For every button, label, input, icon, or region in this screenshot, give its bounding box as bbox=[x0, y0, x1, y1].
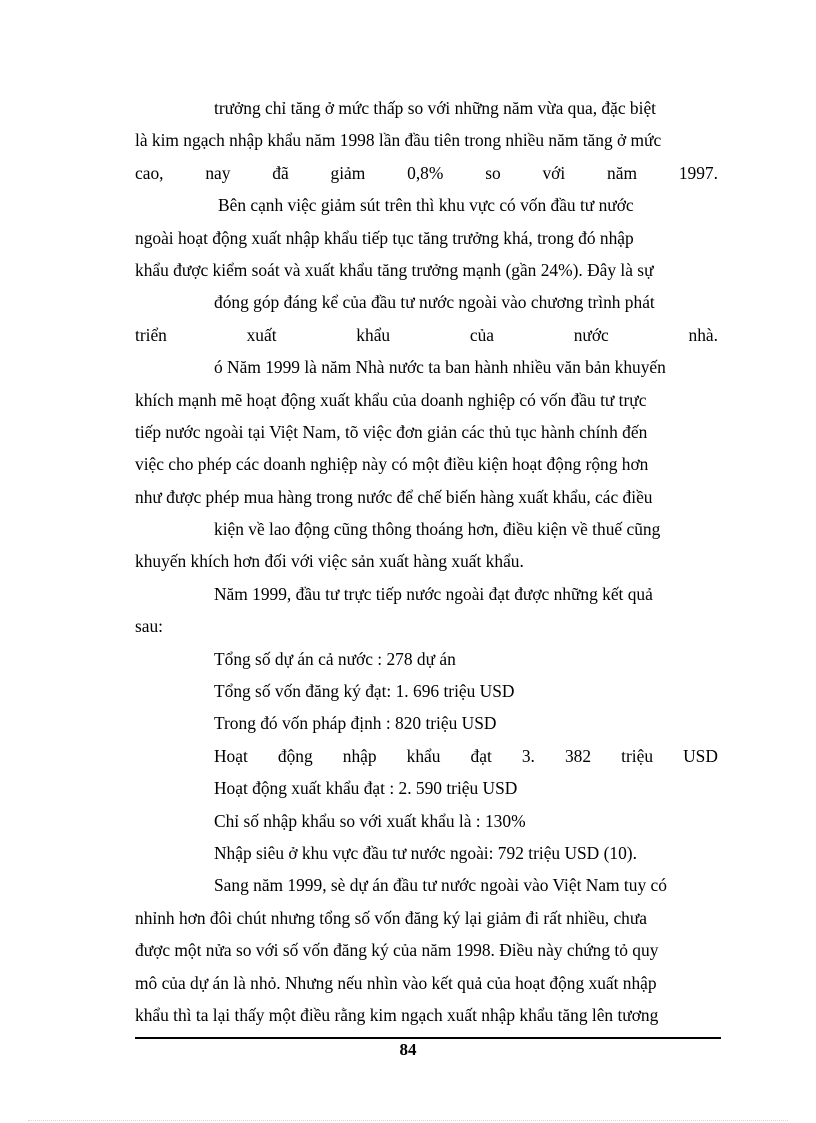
word: năm bbox=[607, 162, 637, 183]
text-line: khích mạnh mẽ hoạt động xuất khẩu của doanh nghiệp có vốn đầu tư trực bbox=[135, 389, 647, 410]
word: triển bbox=[135, 324, 167, 345]
word: Hoạt bbox=[214, 745, 248, 766]
text-line: ngoài hoạt động xuất nhập khẩu tiếp tục tăng trưởng khá, trong đó nhập bbox=[135, 227, 634, 248]
page-edge-dots bbox=[28, 1120, 788, 1121]
text-line: mô của dự án là nhỏ. Nhưng nếu nhìn vào kết quả của hoạt động xuất nhập bbox=[135, 972, 657, 993]
text-line: khẩu được kiểm soát và xuất khẩu tăng trưởng mạnh (gần 24%). Đây là sự bbox=[135, 259, 654, 280]
page-number: 84 bbox=[399, 1040, 417, 1059]
text-line: Sang năm 1999, sè dự án đầu tư nước ngoài vào Việt Nam tuy có bbox=[214, 875, 667, 896]
list-item: Nhập siêu ở khu vực đầu tư nước ngoài: 792 triệu USD (10). bbox=[214, 842, 637, 863]
text-line: tiếp nước ngoài tại Việt Nam, tõ việc đơn giản các thủ tục hành chính đến bbox=[135, 421, 648, 442]
word: khẩu bbox=[356, 324, 391, 345]
word: xuất bbox=[246, 324, 277, 345]
word: nước bbox=[573, 324, 609, 345]
text-line: được một nửa so với số vốn đăng ký của năm 1998. Điều này chứng tỏ quy bbox=[135, 940, 659, 961]
text-line: việc cho phép các doanh nghiệp này có một điều kiện hoạt động rộng hơn bbox=[135, 454, 649, 475]
text-line: là kim ngạch nhập khẩu năm 1998 lần đầu tiên trong nhiều năm tăng ở mức bbox=[135, 130, 662, 151]
text-line: như được phép mua hàng trong nước để chế biến hàng xuất khẩu, các điều bbox=[135, 486, 653, 507]
word: khẩu bbox=[406, 745, 441, 766]
text-line: đóng góp đáng kể của đầu tư nước ngoài vào chương trình phát bbox=[214, 292, 655, 313]
word: động bbox=[277, 745, 313, 766]
text-line: khuyến khích hơn đối với việc sản xuất hàng xuất khẩu. bbox=[135, 551, 524, 572]
word: với bbox=[542, 162, 566, 183]
word: 1997. bbox=[678, 162, 718, 183]
list-item-justified bbox=[135, 740, 718, 772]
list-item: Trong đó vốn pháp định : 820 triệu USD bbox=[214, 713, 497, 734]
text-line: Bên cạnh việc giảm sút trên thì khu vực có vốn đầu tư nước bbox=[218, 195, 634, 216]
word: đã bbox=[272, 162, 289, 183]
list-item: Hoạt động xuất khẩu đạt : 2. 590 triệu USD bbox=[214, 778, 518, 799]
word: đạt bbox=[470, 745, 492, 766]
body-text bbox=[135, 92, 718, 1031]
word: nhà. bbox=[688, 324, 718, 345]
word: 0,8% bbox=[407, 162, 444, 183]
word: nay bbox=[205, 162, 231, 183]
text-line: sau: bbox=[135, 616, 164, 637]
text-line-justified bbox=[135, 157, 718, 189]
text-line: khẩu thì ta lại thấy một điều rằng kim ngạch xuất nhập khẩu tăng lên tương bbox=[135, 1004, 659, 1025]
text-line: Năm 1999, đầu tư trực tiếp nước ngoài đạt được những kết quả bbox=[214, 583, 653, 604]
word: USD bbox=[683, 745, 718, 766]
word: 3. bbox=[521, 745, 535, 766]
text-line: nhỉnh hơn đôi chút nhưng tổng số vốn đăng ký lại giảm đi rất nhiều, chưa bbox=[135, 907, 648, 928]
text-line: kiện về lao động cũng thông thoáng hơn, điều kiện về thuế cũng bbox=[214, 519, 661, 540]
list-item: Chỉ số nhập khẩu so với xuất khẩu là : 130% bbox=[214, 810, 526, 831]
footer-rule bbox=[135, 1037, 721, 1039]
word: giảm bbox=[330, 162, 366, 183]
word: 382 bbox=[564, 745, 592, 766]
text-line: ó Năm 1999 là năm Nhà nước ta ban hành nhiều văn bản khuyến bbox=[214, 357, 666, 378]
word: của bbox=[469, 324, 494, 345]
list-item: Tổng số vốn đăng ký đạt: 1. 696 triệu USD bbox=[214, 681, 515, 702]
word: nhập bbox=[342, 745, 377, 766]
text-line-justified bbox=[135, 319, 718, 351]
text-line: trưởng chỉ tăng ở mức thấp so với những năm vừa qua, đặc biệt bbox=[214, 98, 656, 118]
word: so bbox=[485, 162, 501, 183]
list-item: Tổng số dự án cả nước : 278 dự án bbox=[214, 648, 456, 669]
word: triệu bbox=[621, 745, 654, 766]
word: cao, bbox=[135, 162, 164, 183]
